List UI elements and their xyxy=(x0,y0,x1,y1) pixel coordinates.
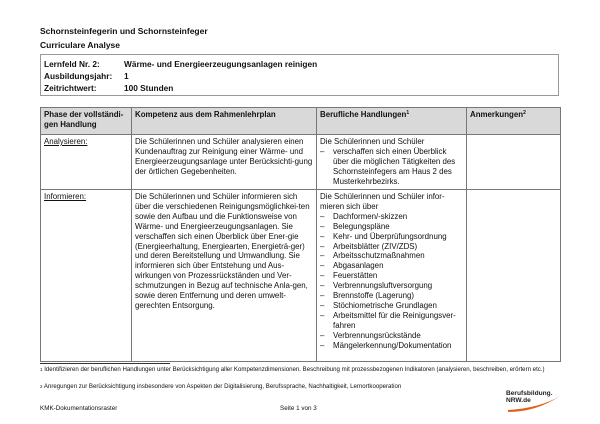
page-number: Seite 1 von 3 xyxy=(280,405,317,412)
logo-swoosh-icon xyxy=(506,390,562,414)
table-header-row xyxy=(41,108,561,135)
list-item: – Brennstoffe (Lagerung) xyxy=(320,291,463,301)
phase-label: Informieren: xyxy=(44,192,87,201)
logo-line-1: Berufsbildung. xyxy=(506,390,553,397)
kompetenz-cell: Die Schülerinnen und Schüler informieren sich über die verschiedenen Reinigungsmöglichkei-ten sowie den Aufbau und die Funktionsweise von Wärme- und Energieerzeugungsanlagen. Sie verschaffen sich einen Überblick über Ener-gie (Energieerhaltung, Energiearten, Energieträ-ger) und deren Bereitstellung und Umwandlung. Sie informieren sich über Entstehung und Aus-wirkungen von Prozessrückständen und Ver-schmutzungen in Bezug auf technische Anla-gen, sowie deren Entfernung und deren umwelt-gerechten Entsorgung. xyxy=(132,190,317,362)
list-item: – Mängelerkennung/Dokumentation xyxy=(320,341,463,351)
berufsbildung-nrw-logo xyxy=(506,390,561,414)
info-row-lernfeld xyxy=(44,59,317,69)
document-title: Schornsteinfegerin und Schornsteinfeger xyxy=(40,26,208,36)
info-label: Ausbildungsjahr: xyxy=(44,71,113,81)
list-item: – Belegungspläne xyxy=(320,222,463,232)
phase-cell xyxy=(41,135,132,190)
logo-line-2: NRW.de xyxy=(506,397,531,404)
footnote-2 xyxy=(40,383,560,391)
footnote-separator xyxy=(40,363,170,364)
handlungen-intro: Die Schülerinnen und Schüler xyxy=(320,137,425,146)
header-anmerkungen xyxy=(467,108,561,135)
header-phase xyxy=(41,108,132,135)
header-phase-label: Phase der vollständi-gen Handlung xyxy=(44,110,124,129)
phase-label: Analysieren: xyxy=(44,137,88,146)
kompetenz-cell: Die Schülerinnen und Schüler analysieren einen Kundenauftrag zur Reinigung einer Wärme- und Energieerzeugungsanlage unter Berücksichti-gung der örtlichen Gegebenheiten. xyxy=(132,135,317,190)
info-value: Wärme- und Energieerzeugungsanlagen reinigen xyxy=(124,59,318,69)
list-item: – Feuerstätten xyxy=(320,271,463,281)
info-value: 100 Stunden xyxy=(124,83,174,93)
list-item: – Dachformen/-skizzen xyxy=(320,212,463,222)
handlungen-intro: Die Schülerinnen und Schüler infor-mieren sich über xyxy=(320,192,445,211)
header-kompetenz-label: Kompetenz aus dem Rahmenlehrplan xyxy=(135,110,276,119)
handlungen-cell xyxy=(317,135,467,190)
footnote-1 xyxy=(40,366,560,374)
header-handlungen xyxy=(317,108,467,135)
footnote-text: Identifizieren der beruflichen Handlungen unter Berücksichtigung aller Kompetenzdimensionen. Beschreibung mit prozessbezogenen Indikatoren (analysieren, beschreiben, erörtern etc.) xyxy=(44,366,545,373)
list-item: – Arbeitsmittel für die Reinigungsver-fahren xyxy=(320,311,463,331)
list-item: – Verbrennungsrückstände xyxy=(320,331,463,341)
info-row-ausbildungsjahr xyxy=(44,71,129,81)
list-item: – Stöchiometrische Grundlagen xyxy=(320,301,463,311)
footnote-ref-1: 1 xyxy=(406,110,410,116)
handlungen-list xyxy=(320,147,463,187)
list-item: – Abgasanlagen xyxy=(320,261,463,271)
footnote-number: 1 xyxy=(40,367,43,372)
list-item: – Arbeitsschutzmaßnahmen xyxy=(320,251,463,261)
lernfeld-info-box xyxy=(40,54,559,96)
footnote-text: Anregungen zur Berücksichtigung insbesondere von Aspekten der Digitalisierung, Berufssprache, Nachhaltigkeit, Lernortkooperation xyxy=(43,383,402,390)
info-value: 1 xyxy=(124,71,129,81)
list-item: – Kehr- und Überprüfungsordnung xyxy=(320,232,463,242)
anmerkungen-cell xyxy=(467,135,561,190)
footnote-number: 2 xyxy=(40,384,43,389)
anmerkungen-cell xyxy=(467,190,561,362)
table-row xyxy=(41,190,561,362)
table-row xyxy=(41,135,561,190)
footer-document-type: KMK-Dokumentationsraster xyxy=(40,405,118,412)
curriculum-table xyxy=(40,107,561,362)
header-handlungen-label: Berufliche Handlungen xyxy=(320,110,407,119)
header-anmerkungen-label: Anmerkungen xyxy=(470,110,524,119)
info-label: Lernfeld Nr. 2: xyxy=(44,59,100,69)
list-item: – Arbeitsblätter (ZIV/ZDS) xyxy=(320,242,463,252)
header-kompetenz xyxy=(132,108,317,135)
list-item: – Verbrennungsluftversorgung xyxy=(320,281,463,291)
handlungen-cell xyxy=(317,190,467,362)
document-subtitle: Curriculare Analyse xyxy=(40,40,120,50)
handlungen-list xyxy=(320,212,463,351)
list-item: – verschaffen sich einen Überblick über die möglichen Tätigkeiten des Schornsteinfegers am Haus 2 des Musterkehrbezirks. xyxy=(320,147,463,187)
footnote-ref-2: 2 xyxy=(523,110,526,116)
info-label: Zeitrichtwert: xyxy=(44,83,97,93)
phase-cell xyxy=(41,190,132,362)
info-row-zeitrichtwert xyxy=(44,83,173,93)
